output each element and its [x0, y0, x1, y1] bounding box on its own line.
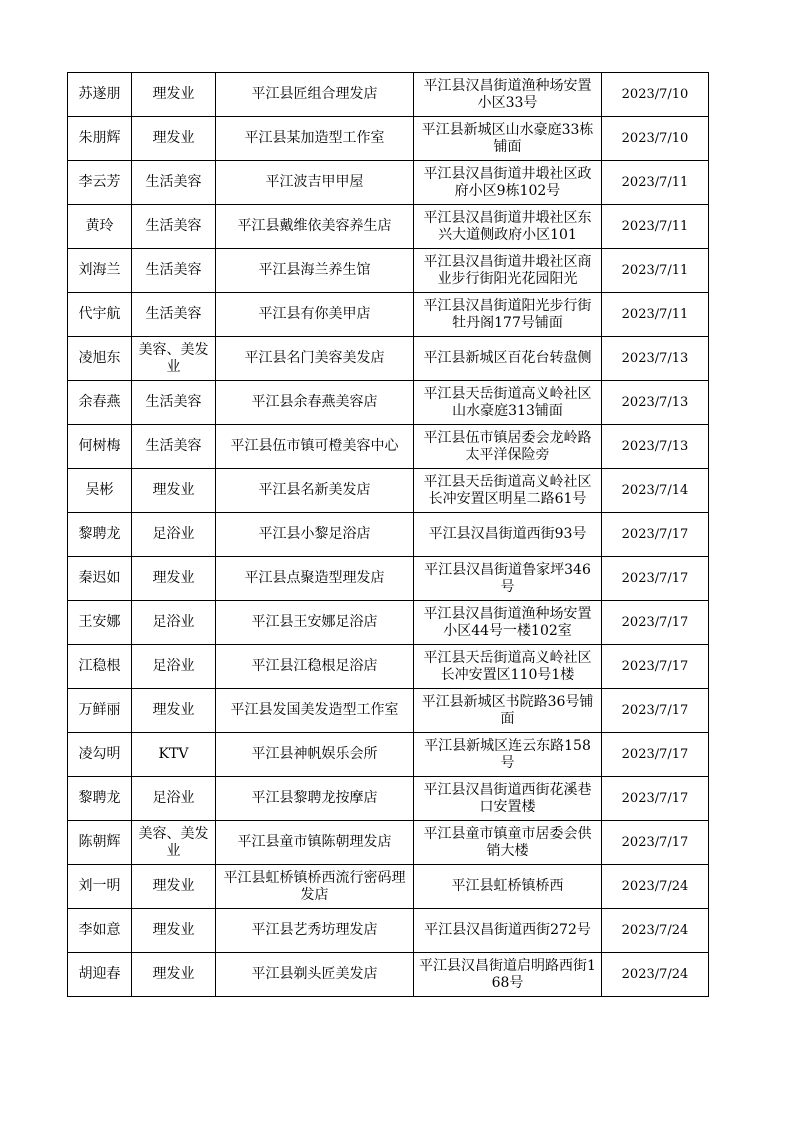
cell-name: 王安娜 — [68, 601, 132, 645]
table-row — [68, 425, 709, 469]
cell-shop-name: 平江县艺秀坊理发店 — [216, 909, 414, 953]
cell-industry: 美容、美发业 — [132, 821, 216, 865]
cell-shop-name: 平江县戴维依美容养生店 — [216, 205, 414, 249]
cell-shop-name: 平江县剃头匠美发店 — [216, 953, 414, 997]
cell-name: 李如意 — [68, 909, 132, 953]
cell-date: 2023/7/10 — [602, 73, 709, 117]
cell-shop-name: 平江县神帆娱乐会所 — [216, 733, 414, 777]
table-row — [68, 205, 709, 249]
table-body — [68, 73, 709, 997]
cell-name: 朱朋辉 — [68, 117, 132, 161]
cell-address: 平江县汉昌街道井塅社区东兴大道侧政府小区101 — [414, 205, 602, 249]
cell-industry: 理发业 — [132, 909, 216, 953]
cell-name: 陈朝辉 — [68, 821, 132, 865]
table-row — [68, 689, 709, 733]
cell-industry: 理发业 — [132, 117, 216, 161]
table-row — [68, 557, 709, 601]
cell-date: 2023/7/11 — [602, 205, 709, 249]
cell-date: 2023/7/11 — [602, 249, 709, 293]
cell-industry: 理发业 — [132, 73, 216, 117]
cell-industry: 生活美容 — [132, 293, 216, 337]
table-row — [68, 293, 709, 337]
cell-name: 刘一明 — [68, 865, 132, 909]
cell-address: 平江县伍市镇居委会龙岭路太平洋保险旁 — [414, 425, 602, 469]
cell-name: 黎聘龙 — [68, 513, 132, 557]
cell-date: 2023/7/17 — [602, 821, 709, 865]
cell-industry: 理发业 — [132, 953, 216, 997]
table-row — [68, 73, 709, 117]
cell-name: 余春燕 — [68, 381, 132, 425]
cell-address: 平江县汉昌街道西街花溪巷口安置楼 — [414, 777, 602, 821]
cell-name: 凌旭东 — [68, 337, 132, 381]
cell-address: 平江县虹桥镇桥西 — [414, 865, 602, 909]
cell-name: 胡迎春 — [68, 953, 132, 997]
cell-shop-name: 平江县王安娜足浴店 — [216, 601, 414, 645]
table-row — [68, 117, 709, 161]
table-row — [68, 953, 709, 997]
license-table — [67, 72, 709, 997]
cell-address: 平江县汉昌街道渔种场安置小区44号一楼102室 — [414, 601, 602, 645]
cell-industry: 足浴业 — [132, 777, 216, 821]
cell-name: 凌勾明 — [68, 733, 132, 777]
cell-address: 平江县汉昌街道西街272号 — [414, 909, 602, 953]
cell-date: 2023/7/17 — [602, 557, 709, 601]
cell-shop-name: 平江县小黎足浴店 — [216, 513, 414, 557]
cell-date: 2023/7/17 — [602, 513, 709, 557]
cell-date: 2023/7/13 — [602, 381, 709, 425]
cell-date: 2023/7/13 — [602, 337, 709, 381]
cell-address: 平江县天岳街道高义岭社区山水豪庭313铺面 — [414, 381, 602, 425]
cell-industry: 理发业 — [132, 469, 216, 513]
cell-industry: 生活美容 — [132, 205, 216, 249]
cell-address: 平江县汉昌街道阳光步行街牡丹阁177号铺面 — [414, 293, 602, 337]
cell-date: 2023/7/17 — [602, 733, 709, 777]
cell-shop-name: 平江县童市镇陈朝理发店 — [216, 821, 414, 865]
cell-name: 李云芳 — [68, 161, 132, 205]
cell-address: 平江县天岳街道高义岭社区长冲安置区明星二路61号 — [414, 469, 602, 513]
cell-shop-name: 平江县黎聘龙按摩店 — [216, 777, 414, 821]
cell-address: 平江县童市镇童市居委会供销大楼 — [414, 821, 602, 865]
table-row — [68, 777, 709, 821]
table-row — [68, 381, 709, 425]
cell-address: 平江县新城区连云东路158号 — [414, 733, 602, 777]
cell-industry: 足浴业 — [132, 645, 216, 689]
cell-shop-name: 平江县名新美发店 — [216, 469, 414, 513]
cell-date: 2023/7/17 — [602, 645, 709, 689]
cell-address: 平江县汉昌街道西街93号 — [414, 513, 602, 557]
cell-address: 平江县新城区山水豪庭33栋铺面 — [414, 117, 602, 161]
cell-address: 平江县汉昌街道井塅社区政府小区9栋102号 — [414, 161, 602, 205]
cell-industry: 生活美容 — [132, 381, 216, 425]
cell-shop-name: 平江波吉甲甲屋 — [216, 161, 414, 205]
cell-date: 2023/7/14 — [602, 469, 709, 513]
cell-name: 黄玲 — [68, 205, 132, 249]
cell-address: 平江县天岳街道高义岭社区长冲安置区110号1楼 — [414, 645, 602, 689]
table-row — [68, 821, 709, 865]
cell-industry: 生活美容 — [132, 161, 216, 205]
cell-address: 平江县汉昌街道鲁家坪346号 — [414, 557, 602, 601]
cell-industry: KTV — [132, 733, 216, 777]
cell-industry: 理发业 — [132, 689, 216, 733]
cell-shop-name: 平江县名门美容美发店 — [216, 337, 414, 381]
cell-shop-name: 平江县匠组合理发店 — [216, 73, 414, 117]
cell-name: 江稳根 — [68, 645, 132, 689]
cell-address: 平江县汉昌街道启明路西街168号 — [414, 953, 602, 997]
cell-date: 2023/7/17 — [602, 777, 709, 821]
cell-date: 2023/7/11 — [602, 161, 709, 205]
cell-industry: 足浴业 — [132, 513, 216, 557]
cell-date: 2023/7/10 — [602, 117, 709, 161]
cell-address: 平江县汉昌街道渔种场安置小区33号 — [414, 73, 602, 117]
cell-name: 代宇航 — [68, 293, 132, 337]
cell-industry: 生活美容 — [132, 425, 216, 469]
table-row — [68, 865, 709, 909]
cell-industry: 美容、美发业 — [132, 337, 216, 381]
table-row — [68, 601, 709, 645]
cell-date: 2023/7/11 — [602, 293, 709, 337]
table-row — [68, 337, 709, 381]
cell-shop-name: 平江县有你美甲店 — [216, 293, 414, 337]
cell-date: 2023/7/24 — [602, 865, 709, 909]
cell-shop-name: 平江县江稳根足浴店 — [216, 645, 414, 689]
cell-address: 平江县汉昌街道井塅社区商业步行街阳光花园阳光 — [414, 249, 602, 293]
cell-date: 2023/7/13 — [602, 425, 709, 469]
cell-shop-name: 平江县发国美发造型工作室 — [216, 689, 414, 733]
cell-name: 苏遂朋 — [68, 73, 132, 117]
table-row — [68, 909, 709, 953]
table-row — [68, 469, 709, 513]
cell-address: 平江县新城区百花台转盘侧 — [414, 337, 602, 381]
cell-shop-name: 平江县海兰养生馆 — [216, 249, 414, 293]
table-row — [68, 645, 709, 689]
table-row — [68, 513, 709, 557]
cell-date: 2023/7/17 — [602, 601, 709, 645]
table-row — [68, 733, 709, 777]
cell-name: 何树梅 — [68, 425, 132, 469]
cell-industry: 足浴业 — [132, 601, 216, 645]
cell-name: 秦迟如 — [68, 557, 132, 601]
cell-industry: 生活美容 — [132, 249, 216, 293]
cell-shop-name: 平江县虹桥镇桥西流行密码理发店 — [216, 865, 414, 909]
cell-date: 2023/7/24 — [602, 953, 709, 997]
cell-shop-name: 平江县伍市镇可橙美容中心 — [216, 425, 414, 469]
cell-address: 平江县新城区书院路36号铺面 — [414, 689, 602, 733]
cell-date: 2023/7/24 — [602, 909, 709, 953]
cell-date: 2023/7/17 — [602, 689, 709, 733]
cell-shop-name: 平江县余春燕美容店 — [216, 381, 414, 425]
cell-name: 吴彬 — [68, 469, 132, 513]
table-row — [68, 161, 709, 205]
cell-industry: 理发业 — [132, 865, 216, 909]
cell-shop-name: 平江县某加造型工作室 — [216, 117, 414, 161]
cell-industry: 理发业 — [132, 557, 216, 601]
table-row — [68, 249, 709, 293]
cell-name: 万鲜丽 — [68, 689, 132, 733]
cell-name: 刘海兰 — [68, 249, 132, 293]
cell-name: 黎聘龙 — [68, 777, 132, 821]
cell-shop-name: 平江县点聚造型理发店 — [216, 557, 414, 601]
